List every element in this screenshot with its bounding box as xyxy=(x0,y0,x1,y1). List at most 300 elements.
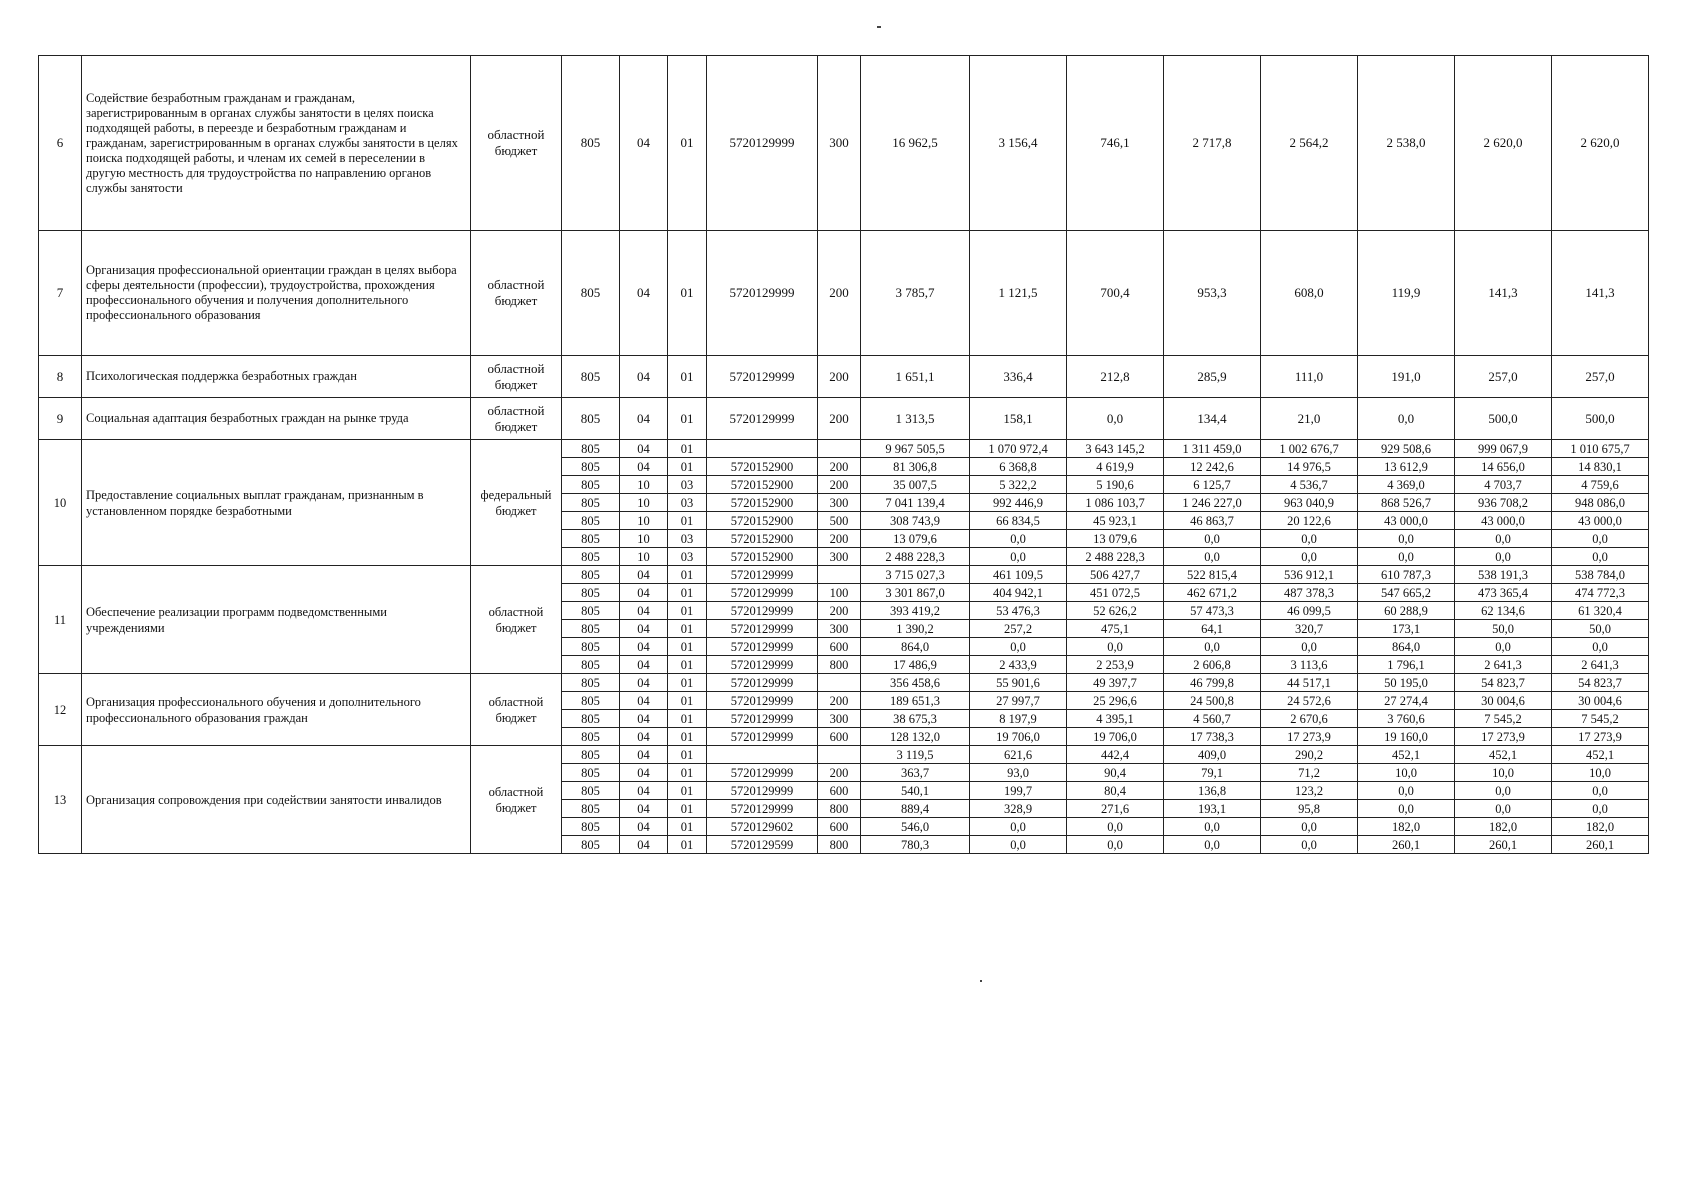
total-value: 38 675,3 xyxy=(861,710,970,728)
expense-type: 600 xyxy=(818,728,861,746)
year-7-value: 54 823,7 xyxy=(1552,674,1649,692)
activity-name: Психологическая поддержка безработных граждан xyxy=(82,356,471,398)
target-article: 5720129999 xyxy=(707,782,818,800)
year-2-value: 45 923,1 xyxy=(1067,512,1164,530)
year-7-value: 948 086,0 xyxy=(1552,494,1649,512)
section-code: 04 xyxy=(620,398,668,440)
total-value: 81 306,8 xyxy=(861,458,970,476)
subsection-code: 01 xyxy=(668,620,707,638)
year-2-value: 3 643 145,2 xyxy=(1067,440,1164,458)
year-6-value: 538 191,3 xyxy=(1455,566,1552,584)
row-number: 10 xyxy=(39,440,82,566)
org-code: 805 xyxy=(562,638,620,656)
subsection-code: 01 xyxy=(668,231,707,356)
subsection-code: 01 xyxy=(668,566,707,584)
year-2-value: 0,0 xyxy=(1067,398,1164,440)
year-5-value: 610 787,3 xyxy=(1358,566,1455,584)
year-7-value: 17 273,9 xyxy=(1552,728,1649,746)
section-code: 04 xyxy=(620,800,668,818)
year-7-value: 0,0 xyxy=(1552,548,1649,566)
year-4-value: 111,0 xyxy=(1261,356,1358,398)
year-2-value: 746,1 xyxy=(1067,56,1164,231)
year-6-value: 0,0 xyxy=(1455,548,1552,566)
section-code: 04 xyxy=(620,836,668,854)
section-code: 04 xyxy=(620,728,668,746)
year-6-value: 141,3 xyxy=(1455,231,1552,356)
year-7-value: 43 000,0 xyxy=(1552,512,1649,530)
budget-source: областной бюджет xyxy=(471,398,562,440)
org-code: 805 xyxy=(562,566,620,584)
section-code: 10 xyxy=(620,530,668,548)
year-6-value: 4 703,7 xyxy=(1455,476,1552,494)
year-4-value: 17 273,9 xyxy=(1261,728,1358,746)
budget-source: областной бюджет xyxy=(471,566,562,674)
expense-type: 800 xyxy=(818,656,861,674)
year-1-value: 1 070 972,4 xyxy=(970,440,1067,458)
year-4-value: 320,7 xyxy=(1261,620,1358,638)
year-7-value: 0,0 xyxy=(1552,638,1649,656)
year-5-value: 191,0 xyxy=(1358,356,1455,398)
target-article: 5720129999 xyxy=(707,231,818,356)
target-article xyxy=(707,746,818,764)
year-1-value: 328,9 xyxy=(970,800,1067,818)
budget-table-container xyxy=(38,55,1649,854)
expense-type: 300 xyxy=(818,56,861,231)
year-4-value: 0,0 xyxy=(1261,836,1358,854)
year-4-value: 20 122,6 xyxy=(1261,512,1358,530)
subsection-code: 01 xyxy=(668,356,707,398)
year-3-value: 1 246 227,0 xyxy=(1164,494,1261,512)
year-5-value: 119,9 xyxy=(1358,231,1455,356)
org-code: 805 xyxy=(562,710,620,728)
total-value: 1 390,2 xyxy=(861,620,970,638)
year-7-value: 14 830,1 xyxy=(1552,458,1649,476)
subsection-code: 01 xyxy=(668,728,707,746)
year-3-value: 17 738,3 xyxy=(1164,728,1261,746)
activity-name: Обеспечение реализации программ подведомственными учреждениями xyxy=(82,566,471,674)
expense-type: 800 xyxy=(818,800,861,818)
year-5-value: 4 369,0 xyxy=(1358,476,1455,494)
year-2-value: 25 296,6 xyxy=(1067,692,1164,710)
total-value: 864,0 xyxy=(861,638,970,656)
total-value: 3 785,7 xyxy=(861,231,970,356)
section-code: 04 xyxy=(620,566,668,584)
budget-source: областной бюджет xyxy=(471,56,562,231)
total-value: 546,0 xyxy=(861,818,970,836)
total-value: 7 041 139,4 xyxy=(861,494,970,512)
total-value: 35 007,5 xyxy=(861,476,970,494)
year-4-value: 536 912,1 xyxy=(1261,566,1358,584)
year-2-value: 0,0 xyxy=(1067,818,1164,836)
total-value: 13 079,6 xyxy=(861,530,970,548)
year-3-value: 1 311 459,0 xyxy=(1164,440,1261,458)
org-code: 805 xyxy=(562,674,620,692)
year-2-value: 19 706,0 xyxy=(1067,728,1164,746)
activity-name: Содействие безработным гражданам и гражданам, зарегистрированным в органах службы занятости в целях поиска подходящей работы, в переезде и безработным гражданам и гражданам, зарегистрированным в органах службы занятости в целях поиска подходящей работы, и членам их семей в переселении в другую местность для трудоустройства по направлению органов службы занятости xyxy=(82,56,471,231)
year-1-value: 0,0 xyxy=(970,836,1067,854)
year-2-value: 1 086 103,7 xyxy=(1067,494,1164,512)
year-5-value: 929 508,6 xyxy=(1358,440,1455,458)
scan-mark xyxy=(980,980,982,982)
org-code: 805 xyxy=(562,494,620,512)
section-code: 04 xyxy=(620,231,668,356)
org-code: 805 xyxy=(562,692,620,710)
total-value: 308 743,9 xyxy=(861,512,970,530)
target-article xyxy=(707,440,818,458)
year-3-value: 953,3 xyxy=(1164,231,1261,356)
year-7-value: 10,0 xyxy=(1552,764,1649,782)
subsection-code: 03 xyxy=(668,548,707,566)
target-article: 5720129999 xyxy=(707,602,818,620)
year-6-value: 54 823,7 xyxy=(1455,674,1552,692)
section-code: 04 xyxy=(620,56,668,231)
year-1-value: 53 476,3 xyxy=(970,602,1067,620)
subsection-code: 01 xyxy=(668,440,707,458)
target-article: 5720152900 xyxy=(707,458,818,476)
total-value: 9 967 505,5 xyxy=(861,440,970,458)
target-article: 5720129999 xyxy=(707,584,818,602)
section-code: 04 xyxy=(620,692,668,710)
expense-type xyxy=(818,674,861,692)
year-3-value: 462 671,2 xyxy=(1164,584,1261,602)
year-2-value: 52 626,2 xyxy=(1067,602,1164,620)
year-6-value: 452,1 xyxy=(1455,746,1552,764)
section-code: 04 xyxy=(620,656,668,674)
year-6-value: 0,0 xyxy=(1455,638,1552,656)
activity-name: Социальная адаптация безработных граждан на рынке труда xyxy=(82,398,471,440)
year-5-value: 43 000,0 xyxy=(1358,512,1455,530)
year-7-value: 61 320,4 xyxy=(1552,602,1649,620)
year-7-value: 474 772,3 xyxy=(1552,584,1649,602)
expense-type: 200 xyxy=(818,231,861,356)
year-3-value: 134,4 xyxy=(1164,398,1261,440)
total-value: 3 119,5 xyxy=(861,746,970,764)
target-article: 5720129999 xyxy=(707,710,818,728)
subsection-code: 01 xyxy=(668,602,707,620)
row-number: 13 xyxy=(39,746,82,854)
year-7-value: 0,0 xyxy=(1552,800,1649,818)
org-code: 805 xyxy=(562,356,620,398)
year-5-value: 0,0 xyxy=(1358,530,1455,548)
year-3-value: 46 863,7 xyxy=(1164,512,1261,530)
year-6-value: 0,0 xyxy=(1455,530,1552,548)
expense-type: 200 xyxy=(818,764,861,782)
year-4-value: 71,2 xyxy=(1261,764,1358,782)
year-1-value: 0,0 xyxy=(970,548,1067,566)
year-4-value: 3 113,6 xyxy=(1261,656,1358,674)
year-6-value: 10,0 xyxy=(1455,764,1552,782)
subsection-code: 01 xyxy=(668,746,707,764)
year-1-value: 0,0 xyxy=(970,818,1067,836)
year-1-value: 336,4 xyxy=(970,356,1067,398)
year-6-value: 260,1 xyxy=(1455,836,1552,854)
year-7-value: 257,0 xyxy=(1552,356,1649,398)
budget-table xyxy=(38,55,1649,854)
year-1-value: 27 997,7 xyxy=(970,692,1067,710)
year-4-value: 963 040,9 xyxy=(1261,494,1358,512)
year-5-value: 0,0 xyxy=(1358,800,1455,818)
section-code: 04 xyxy=(620,638,668,656)
expense-type: 200 xyxy=(818,602,861,620)
year-5-value: 60 288,9 xyxy=(1358,602,1455,620)
subsection-code: 01 xyxy=(668,56,707,231)
year-3-value: 409,0 xyxy=(1164,746,1261,764)
year-6-value: 14 656,0 xyxy=(1455,458,1552,476)
section-code: 04 xyxy=(620,746,668,764)
year-5-value: 452,1 xyxy=(1358,746,1455,764)
year-4-value: 608,0 xyxy=(1261,231,1358,356)
year-7-value: 260,1 xyxy=(1552,836,1649,854)
org-code: 805 xyxy=(562,602,620,620)
section-code: 04 xyxy=(620,620,668,638)
year-2-value: 0,0 xyxy=(1067,836,1164,854)
year-7-value: 30 004,6 xyxy=(1552,692,1649,710)
target-article: 5720129999 xyxy=(707,674,818,692)
year-6-value: 500,0 xyxy=(1455,398,1552,440)
year-7-value: 50,0 xyxy=(1552,620,1649,638)
year-3-value: 2 606,8 xyxy=(1164,656,1261,674)
year-6-value: 0,0 xyxy=(1455,782,1552,800)
year-2-value: 442,4 xyxy=(1067,746,1164,764)
year-7-value: 4 759,6 xyxy=(1552,476,1649,494)
year-5-value: 0,0 xyxy=(1358,782,1455,800)
expense-type: 200 xyxy=(818,692,861,710)
subsection-code: 01 xyxy=(668,656,707,674)
org-code: 805 xyxy=(562,584,620,602)
year-2-value: 49 397,7 xyxy=(1067,674,1164,692)
total-value: 1 651,1 xyxy=(861,356,970,398)
org-code: 805 xyxy=(562,398,620,440)
year-3-value: 0,0 xyxy=(1164,530,1261,548)
year-2-value: 506 427,7 xyxy=(1067,566,1164,584)
total-value: 3 301 867,0 xyxy=(861,584,970,602)
year-4-value: 24 572,6 xyxy=(1261,692,1358,710)
year-7-value: 182,0 xyxy=(1552,818,1649,836)
year-6-value: 936 708,2 xyxy=(1455,494,1552,512)
row-number: 9 xyxy=(39,398,82,440)
section-code: 04 xyxy=(620,458,668,476)
subsection-code: 01 xyxy=(668,800,707,818)
org-code: 805 xyxy=(562,512,620,530)
table-row xyxy=(39,440,1649,458)
section-code: 04 xyxy=(620,584,668,602)
target-article: 5720129602 xyxy=(707,818,818,836)
org-code: 805 xyxy=(562,548,620,566)
expense-type xyxy=(818,440,861,458)
target-article: 5720129999 xyxy=(707,638,818,656)
row-number: 12 xyxy=(39,674,82,746)
expense-type: 300 xyxy=(818,620,861,638)
org-code: 805 xyxy=(562,656,620,674)
expense-type: 600 xyxy=(818,818,861,836)
year-1-value: 8 197,9 xyxy=(970,710,1067,728)
activity-name: Организация профессионального обучения и дополнительного профессионального образования граждан xyxy=(82,674,471,746)
section-code: 10 xyxy=(620,494,668,512)
year-2-value: 271,6 xyxy=(1067,800,1164,818)
year-5-value: 0,0 xyxy=(1358,548,1455,566)
year-4-value: 0,0 xyxy=(1261,530,1358,548)
table-row xyxy=(39,356,1649,398)
year-2-value: 90,4 xyxy=(1067,764,1164,782)
year-1-value: 6 368,8 xyxy=(970,458,1067,476)
year-4-value: 487 378,3 xyxy=(1261,584,1358,602)
target-article: 5720152900 xyxy=(707,512,818,530)
year-1-value: 0,0 xyxy=(970,638,1067,656)
section-code: 04 xyxy=(620,782,668,800)
target-article: 5720129999 xyxy=(707,728,818,746)
year-2-value: 80,4 xyxy=(1067,782,1164,800)
year-7-value: 0,0 xyxy=(1552,782,1649,800)
row-number: 6 xyxy=(39,56,82,231)
expense-type xyxy=(818,746,861,764)
target-article: 5720129599 xyxy=(707,836,818,854)
year-3-value: 24 500,8 xyxy=(1164,692,1261,710)
year-6-value: 30 004,6 xyxy=(1455,692,1552,710)
year-4-value: 14 976,5 xyxy=(1261,458,1358,476)
year-5-value: 1 796,1 xyxy=(1358,656,1455,674)
year-2-value: 451 072,5 xyxy=(1067,584,1164,602)
year-6-value: 257,0 xyxy=(1455,356,1552,398)
activity-name: Предоставление социальных выплат гражданам, признанным в установленном порядке безработными xyxy=(82,440,471,566)
year-4-value: 0,0 xyxy=(1261,638,1358,656)
table-row xyxy=(39,674,1649,692)
section-code: 04 xyxy=(620,710,668,728)
target-article: 5720152900 xyxy=(707,530,818,548)
section-code: 10 xyxy=(620,476,668,494)
year-7-value: 141,3 xyxy=(1552,231,1649,356)
section-code: 10 xyxy=(620,548,668,566)
target-article: 5720129999 xyxy=(707,56,818,231)
year-7-value: 500,0 xyxy=(1552,398,1649,440)
year-1-value: 19 706,0 xyxy=(970,728,1067,746)
expense-type: 800 xyxy=(818,836,861,854)
year-3-value: 193,1 xyxy=(1164,800,1261,818)
subsection-code: 01 xyxy=(668,638,707,656)
org-code: 805 xyxy=(562,836,620,854)
expense-type: 200 xyxy=(818,356,861,398)
year-1-value: 93,0 xyxy=(970,764,1067,782)
section-code: 04 xyxy=(620,602,668,620)
expense-type: 200 xyxy=(818,530,861,548)
expense-type: 500 xyxy=(818,512,861,530)
year-5-value: 2 538,0 xyxy=(1358,56,1455,231)
org-code: 805 xyxy=(562,440,620,458)
year-6-value: 62 134,6 xyxy=(1455,602,1552,620)
year-3-value: 12 242,6 xyxy=(1164,458,1261,476)
subsection-code: 01 xyxy=(668,818,707,836)
row-number: 7 xyxy=(39,231,82,356)
year-3-value: 0,0 xyxy=(1164,638,1261,656)
year-3-value: 46 799,8 xyxy=(1164,674,1261,692)
year-1-value: 0,0 xyxy=(970,530,1067,548)
year-3-value: 79,1 xyxy=(1164,764,1261,782)
expense-type: 100 xyxy=(818,584,861,602)
year-7-value: 0,0 xyxy=(1552,530,1649,548)
budget-source: областной бюджет xyxy=(471,674,562,746)
total-value: 540,1 xyxy=(861,782,970,800)
year-6-value: 2 620,0 xyxy=(1455,56,1552,231)
year-4-value: 123,2 xyxy=(1261,782,1358,800)
total-value: 128 132,0 xyxy=(861,728,970,746)
year-3-value: 136,8 xyxy=(1164,782,1261,800)
table-row xyxy=(39,231,1649,356)
year-5-value: 0,0 xyxy=(1358,398,1455,440)
budget-source: областной бюджет xyxy=(471,356,562,398)
subsection-code: 01 xyxy=(668,710,707,728)
org-code: 805 xyxy=(562,458,620,476)
budget-source: областной бюджет xyxy=(471,746,562,854)
year-5-value: 27 274,4 xyxy=(1358,692,1455,710)
total-value: 363,7 xyxy=(861,764,970,782)
subsection-code: 03 xyxy=(668,530,707,548)
year-5-value: 19 160,0 xyxy=(1358,728,1455,746)
year-1-value: 2 433,9 xyxy=(970,656,1067,674)
year-1-value: 3 156,4 xyxy=(970,56,1067,231)
org-code: 805 xyxy=(562,476,620,494)
year-2-value: 4 395,1 xyxy=(1067,710,1164,728)
subsection-code: 01 xyxy=(668,764,707,782)
year-4-value: 21,0 xyxy=(1261,398,1358,440)
target-article: 5720129999 xyxy=(707,800,818,818)
year-1-value: 158,1 xyxy=(970,398,1067,440)
year-4-value: 95,8 xyxy=(1261,800,1358,818)
target-article: 5720129999 xyxy=(707,764,818,782)
year-6-value: 473 365,4 xyxy=(1455,584,1552,602)
year-3-value: 64,1 xyxy=(1164,620,1261,638)
year-5-value: 10,0 xyxy=(1358,764,1455,782)
table-row xyxy=(39,746,1649,764)
org-code: 805 xyxy=(562,530,620,548)
activity-name: Организация сопровождения при содействии занятости инвалидов xyxy=(82,746,471,854)
org-code: 805 xyxy=(562,818,620,836)
year-1-value: 1 121,5 xyxy=(970,231,1067,356)
table-row xyxy=(39,398,1649,440)
year-1-value: 621,6 xyxy=(970,746,1067,764)
total-value: 889,4 xyxy=(861,800,970,818)
year-3-value: 0,0 xyxy=(1164,818,1261,836)
expense-type: 200 xyxy=(818,398,861,440)
target-article: 5720129999 xyxy=(707,620,818,638)
expense-type: 300 xyxy=(818,548,861,566)
year-7-value: 2 620,0 xyxy=(1552,56,1649,231)
year-2-value: 13 079,6 xyxy=(1067,530,1164,548)
year-5-value: 3 760,6 xyxy=(1358,710,1455,728)
budget-source: федеральный бюджет xyxy=(471,440,562,566)
year-1-value: 992 446,9 xyxy=(970,494,1067,512)
year-1-value: 66 834,5 xyxy=(970,512,1067,530)
year-2-value: 2 488 228,3 xyxy=(1067,548,1164,566)
year-2-value: 4 619,9 xyxy=(1067,458,1164,476)
section-code: 04 xyxy=(620,674,668,692)
year-7-value: 7 545,2 xyxy=(1552,710,1649,728)
section-code: 04 xyxy=(620,356,668,398)
year-6-value: 43 000,0 xyxy=(1455,512,1552,530)
scan-mark xyxy=(877,26,881,28)
year-5-value: 13 612,9 xyxy=(1358,458,1455,476)
year-3-value: 522 815,4 xyxy=(1164,566,1261,584)
year-4-value: 1 002 676,7 xyxy=(1261,440,1358,458)
year-5-value: 864,0 xyxy=(1358,638,1455,656)
year-7-value: 538 784,0 xyxy=(1552,566,1649,584)
year-6-value: 17 273,9 xyxy=(1455,728,1552,746)
year-7-value: 452,1 xyxy=(1552,746,1649,764)
expense-type: 300 xyxy=(818,494,861,512)
year-2-value: 212,8 xyxy=(1067,356,1164,398)
year-6-value: 2 641,3 xyxy=(1455,656,1552,674)
year-1-value: 5 322,2 xyxy=(970,476,1067,494)
year-4-value: 0,0 xyxy=(1261,548,1358,566)
expense-type: 200 xyxy=(818,458,861,476)
